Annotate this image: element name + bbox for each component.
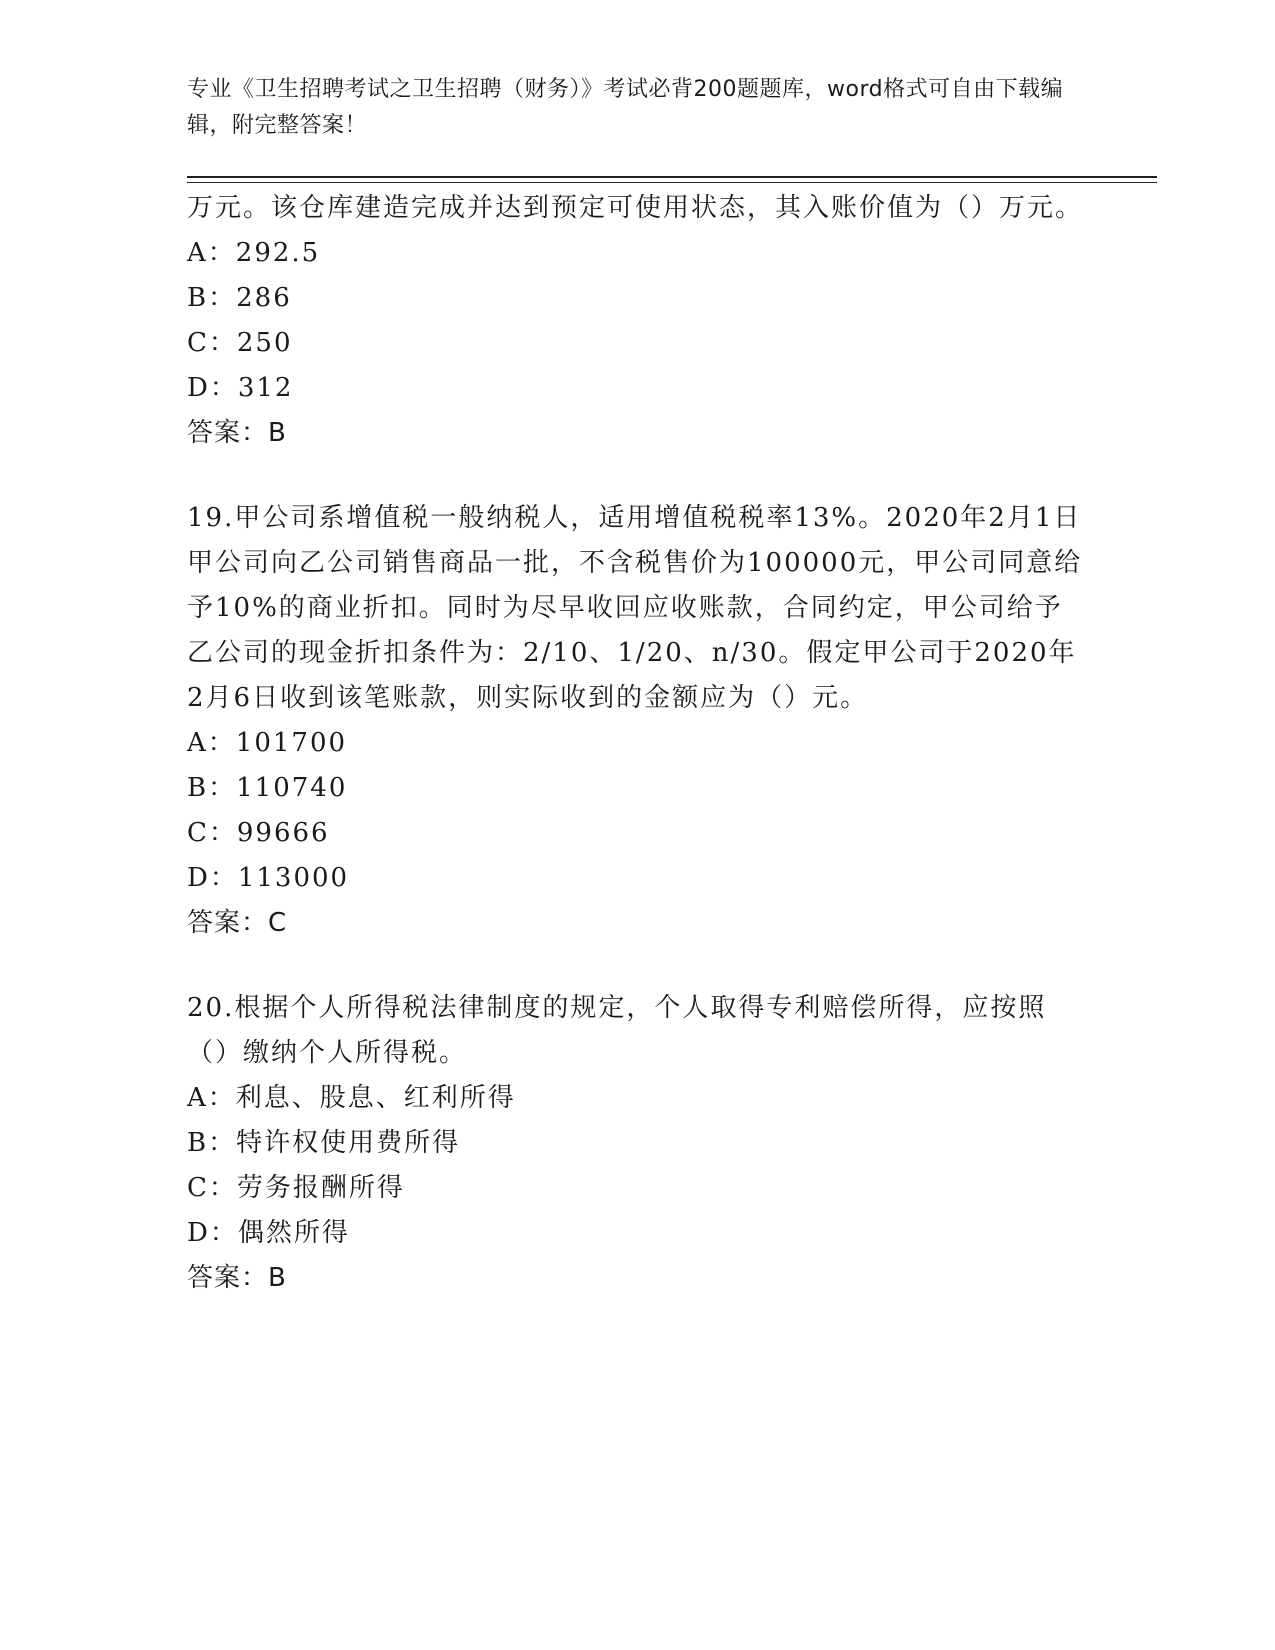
option-c: C：250: [187, 328, 293, 358]
header-title: 专业《卫生招聘考试之卫生招聘（财务）》考试必背200题题库，word格式可自由下载编辑，附完整答案！: [187, 77, 1064, 138]
question-item: [187, 186, 1087, 456]
spacer: [187, 456, 1087, 496]
option-a: A：101700: [187, 728, 348, 758]
answer-label: 答案：B: [187, 1263, 287, 1293]
option-b: B：110740: [187, 773, 348, 803]
question-item: [187, 496, 1087, 946]
question-list: [187, 186, 1087, 1301]
option-a: A：利息、股息、红利所得: [187, 1083, 516, 1113]
question-stem: 万元。该仓库建造完成并达到预定可使用状态，其入账价值为（）万元。: [187, 193, 1084, 223]
option-d: D：113000: [187, 863, 350, 893]
header-divider: [187, 176, 1157, 183]
spacer: [187, 946, 1087, 986]
option-b: B：特许权使用费所得: [187, 1128, 461, 1158]
question-item: [187, 986, 1087, 1301]
option-c: C：劳务报酬所得: [187, 1173, 405, 1203]
answer-label: 答案：B: [187, 418, 287, 448]
option-a: A：292.5: [187, 238, 321, 268]
question-stem: 19.甲公司系增值税一般纳税人，适用增值税税率13%。2020年2月1日甲公司向乙公司销售商品一批，不含税售价为100000元，甲公司同意给予10%的商业折扣。同时为尽早收回应收账款，合同约定，甲公司给予乙公司的现金折扣条件为：2/10、1/20、n/30。假定甲公司于2020年2月6日收到该笔账款，则实际收到的金额应为（）元。: [187, 503, 1083, 713]
question-stem: 20.根据个人所得税法律制度的规定，个人取得专利赔偿所得，应按照（）缴纳个人所得税。: [187, 993, 1047, 1068]
answer-label: 答案：C: [187, 908, 288, 938]
option-c: C：99666: [187, 818, 330, 848]
option-d: D：偶然所得: [187, 1218, 350, 1248]
option-d: D：312: [187, 373, 294, 403]
page-header: [187, 72, 1067, 144]
option-b: B：286: [187, 283, 292, 313]
